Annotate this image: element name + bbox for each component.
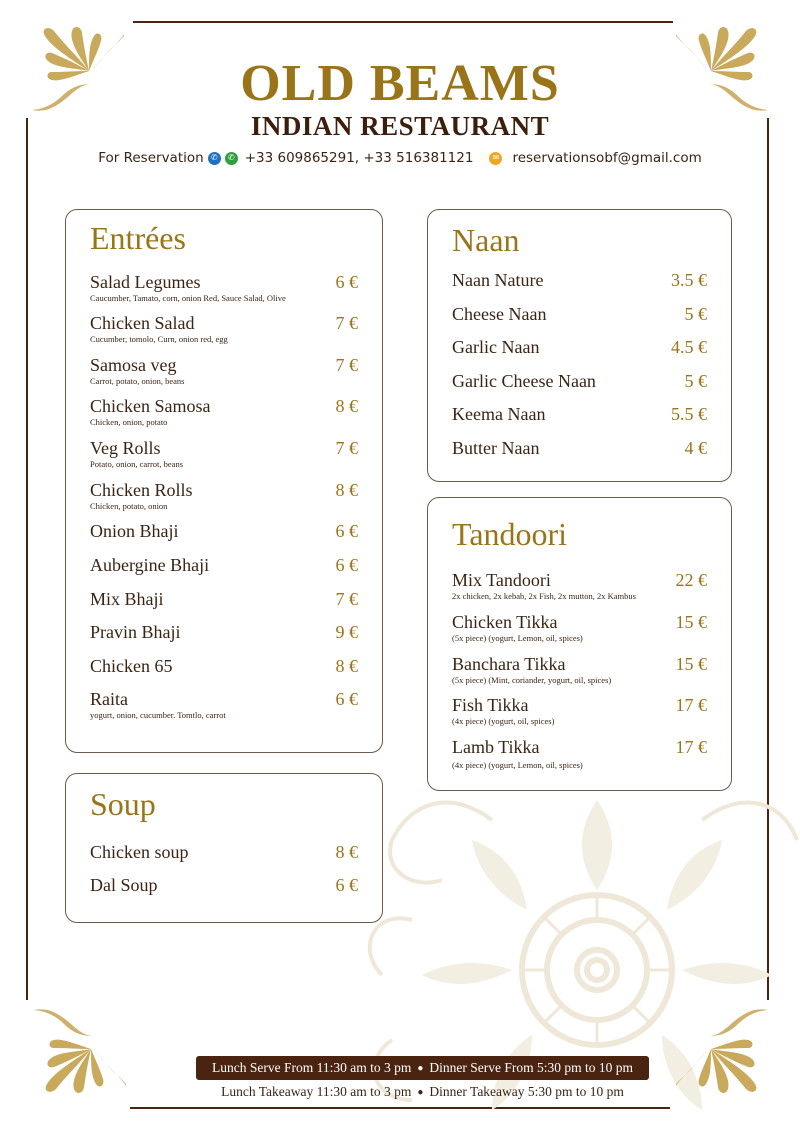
item-name: Chicken Rolls — [90, 480, 193, 500]
item-price: 5 € — [684, 304, 707, 324]
menu-item — [452, 612, 707, 644]
serve-hours-bar — [196, 1056, 649, 1080]
dinner-takeaway-hours: Dinner Takeaway 5:30 pm to 10 pm — [429, 1084, 624, 1099]
item-name: Lamb Tikka — [452, 737, 540, 757]
email-address[interactable]: reservationsobf@gmail.com — [512, 150, 702, 166]
item-name: Chicken Tikka — [452, 612, 558, 632]
item-description: Caucumber, Tamato, corn, onion Red, Sauce Salad, Olive — [90, 293, 286, 303]
naan-card — [427, 209, 732, 482]
item-price: 3.5 € — [671, 270, 707, 290]
frame-left-line — [26, 118, 28, 1000]
menu-item — [90, 622, 358, 642]
menu-item — [452, 654, 707, 686]
menu-item — [452, 270, 707, 290]
item-name: Garlic Naan — [452, 337, 540, 357]
item-name: Chicken Salad — [90, 313, 195, 333]
item-name: Mix Tandoori — [452, 570, 551, 590]
entrees-title: Entrées — [90, 220, 186, 256]
item-price: 7 € — [335, 313, 358, 333]
item-price: 7 € — [335, 438, 358, 458]
item-price: 17 € — [675, 737, 707, 757]
lunch-takeaway-hours: Lunch Takeaway 11:30 am to 3 pm — [221, 1084, 412, 1099]
item-price: 15 € — [675, 612, 707, 632]
menu-item — [90, 313, 358, 345]
menu-item — [452, 304, 707, 324]
phone-icon: ✆ — [208, 152, 221, 165]
dinner-serve-hours: Dinner Serve From 5:30 pm to 10 pm — [429, 1060, 633, 1075]
entrees-card — [65, 209, 383, 753]
item-price: 6 € — [335, 521, 358, 541]
item-price: 8 € — [335, 480, 358, 500]
frame-top-line — [133, 21, 673, 23]
menu-item — [90, 589, 358, 609]
item-description: Chicken, onion, potato — [90, 417, 168, 427]
item-name: Aubergine Bhaji — [90, 555, 210, 575]
menu-item — [452, 570, 707, 602]
menu-item — [90, 656, 358, 676]
item-price: 6 € — [335, 272, 358, 292]
item-description: Potato, onion, carrot, beans — [90, 459, 184, 469]
bullet-separator: ● — [417, 1062, 424, 1074]
item-price: 4 € — [684, 438, 707, 458]
item-name: Chicken Samosa — [90, 396, 211, 416]
item-price: 15 € — [675, 654, 707, 674]
phone-numbers[interactable]: +33 609865291, +33 516381121 — [244, 150, 474, 166]
item-price: 8 € — [335, 842, 358, 862]
lunch-serve-hours: Lunch Serve From 11:30 am to 3 pm — [211, 1060, 412, 1075]
item-description: (5x piece) (Mint, coriander, yogurt, oil, spices) — [452, 675, 612, 685]
menu-item — [452, 438, 707, 458]
restaurant-title: OLD BEAMS — [240, 55, 560, 112]
menu-item — [452, 404, 707, 424]
item-description: Carrot, potato, onion, beans — [90, 376, 185, 386]
item-price: 7 € — [335, 355, 358, 375]
tandoori-title: Tandoori — [452, 516, 568, 552]
item-name: Fish Tikka — [452, 695, 529, 715]
item-description: Chicken, potato, onion — [90, 501, 168, 511]
menu-item — [90, 272, 358, 304]
reservation-contact — [0, 150, 800, 166]
menu-item — [452, 337, 707, 357]
reservation-label: For Reservation — [98, 150, 204, 166]
item-description: yogurt, onion, cucumber. Tomtlo, carrot — [90, 710, 226, 720]
item-name: Veg Rolls — [90, 438, 161, 458]
item-description: (5x piece) (yogurt, Lemon, oil, spices) — [452, 633, 583, 643]
menu-item — [90, 396, 358, 428]
menu-item — [90, 355, 358, 387]
item-price: 4.5 € — [671, 337, 707, 357]
corner-ornament-icon — [676, 1004, 786, 1114]
item-price: 8 € — [335, 656, 358, 676]
item-name: Chicken 65 — [90, 656, 173, 676]
menu-item — [90, 438, 358, 470]
item-description: Cucumber, tomolo, Curn, onion red, egg — [90, 334, 228, 344]
menu-item — [90, 689, 358, 721]
item-price: 8 € — [335, 396, 358, 416]
takeaway-hours-line — [190, 1082, 655, 1102]
email-icon: ✉ — [489, 152, 502, 165]
item-name: Garlic Cheese Naan — [452, 371, 596, 391]
soup-card — [65, 773, 383, 923]
menu-item — [452, 695, 707, 727]
item-price: 17 € — [675, 695, 707, 715]
item-name: Raita — [90, 689, 128, 709]
item-name: Dal Soup — [90, 875, 158, 895]
soup-title: Soup — [90, 786, 156, 822]
item-price: 6 € — [335, 875, 358, 895]
item-price: 9 € — [335, 622, 358, 642]
item-name: Samosa veg — [90, 355, 177, 375]
item-name: Banchara Tikka — [452, 654, 566, 674]
whatsapp-icon: ✆ — [225, 152, 238, 165]
item-price: 22 € — [675, 570, 707, 590]
item-name: Keema Naan — [452, 404, 546, 424]
menu-item — [90, 480, 358, 512]
item-name: Onion Bhaji — [90, 521, 179, 541]
menu-item — [452, 371, 707, 391]
item-name: Cheese Naan — [452, 304, 547, 324]
menu-item — [90, 521, 358, 541]
item-description: (4x piece) (yogurt, Lemon, oil, spices) — [452, 760, 583, 770]
item-price: 6 € — [335, 689, 358, 709]
item-price: 6 € — [335, 555, 358, 575]
restaurant-subtitle: INDIAN RESTAURANT — [250, 111, 550, 141]
bullet-separator: ● — [417, 1086, 424, 1098]
item-name: Salad Legumes — [90, 272, 201, 292]
item-price: 7 € — [335, 589, 358, 609]
item-description: (4x piece) (yogurt, oil, spices) — [452, 716, 555, 726]
menu-item — [90, 555, 358, 575]
item-name: Mix Bhaji — [90, 589, 164, 609]
menu-item — [90, 875, 358, 895]
tandoori-card — [427, 497, 732, 791]
corner-ornament-icon — [16, 1004, 126, 1114]
item-name: Butter Naan — [452, 438, 540, 458]
menu-item — [452, 737, 707, 771]
item-price: 5 € — [684, 371, 707, 391]
naan-title: Naan — [452, 222, 520, 258]
item-name: Pravin Bhaji — [90, 622, 181, 642]
item-name: Naan Nature — [452, 270, 544, 290]
item-name: Chicken soup — [90, 842, 189, 862]
item-description: 2x chicken, 2x kebab, 2x Fish, 2x mutton, 2x Kambus — [452, 591, 636, 601]
menu-item — [90, 842, 358, 862]
item-price: 5.5 € — [671, 404, 707, 424]
